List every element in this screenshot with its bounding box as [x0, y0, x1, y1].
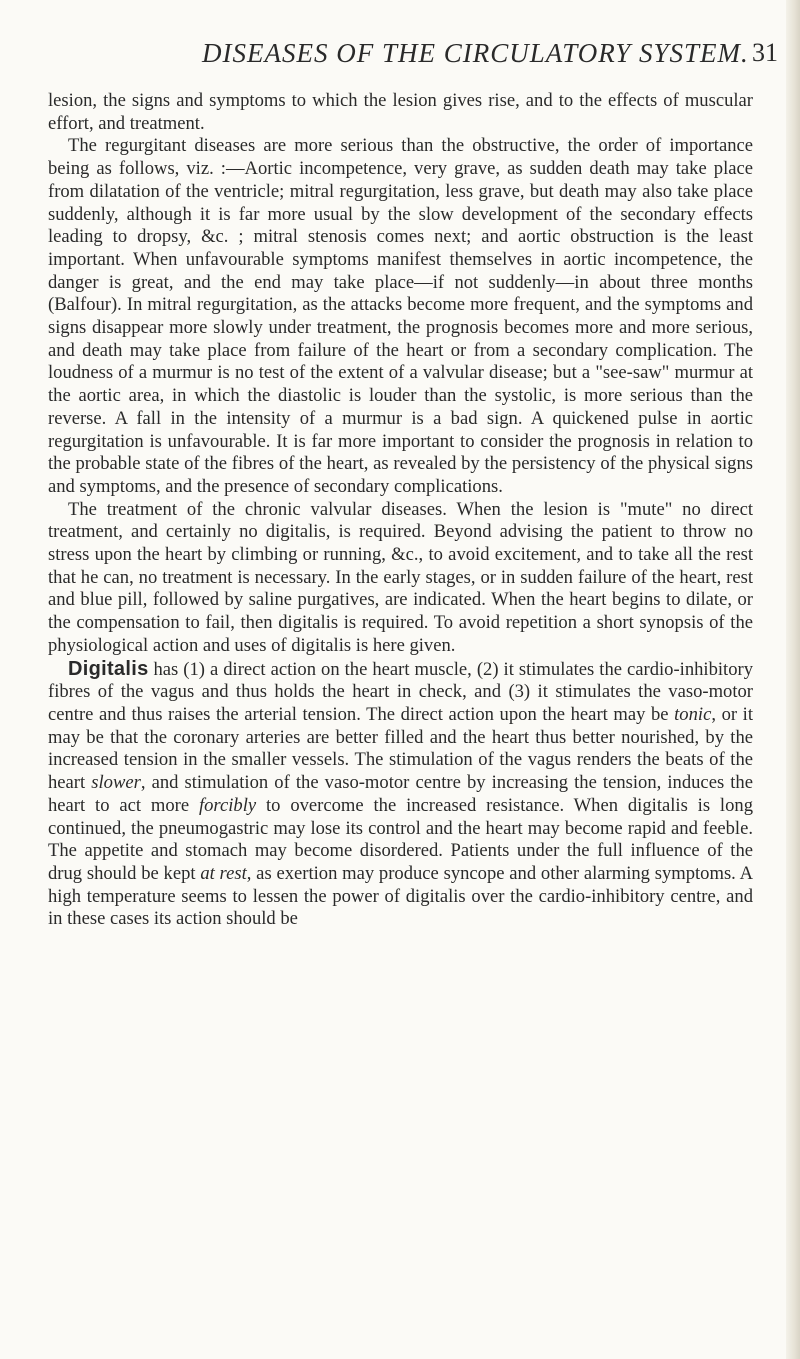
italic-forcibly: forcibly	[198, 794, 257, 816]
digitalis-heading: Digitalis	[68, 657, 149, 680]
body-text	[48, 90, 753, 931]
paragraph-digitalis	[48, 658, 753, 931]
digitalis-text-1: has (1) a direct action on the heart muscle, (2) it stimulates the cardio-inhibitory fibres of the vagus and thus holds the heart in check, and (3) it stimulates the vaso-motor centre and thus raises the arterial tension. The direct action upon the heart may be	[48, 658, 753, 725]
paragraph-lesion-continuation: lesion, the signs and symptoms to which the lesion gives rise, and to the effects of muscular effort, and treatment.	[48, 90, 753, 134]
digitalis-text-4: to overcome the increased resistance. When digitalis is long continued, the pneumogastric may lose its control and the heart may become rapid and feeble. The appetite and stomach may become disordered. Patients under the full influence of the drug should be kept	[48, 794, 753, 884]
page-number: 31	[752, 38, 778, 67]
italic-tonic: tonic	[674, 703, 712, 725]
digitalis-text-2: , or it may be that the coronary arteries are better filled and the heart thus better nourished, by the increased tension in the smaller vessels. The stimulation of the vagus renders the beats of the heart	[48, 703, 753, 794]
italic-slower: slower	[91, 772, 141, 794]
digitalis-text-3: , and stimulation of the vaso-motor centre by increasing the tension, induces the heart to act more	[48, 772, 753, 816]
italic-at-rest: at rest	[200, 862, 247, 884]
paragraph-treatment: The treatment of the chronic valvular diseases. When the lesion is "mute" no direct treatment, and certainly no digitalis, is required. Beyond advising the patient to throw no stress upon the heart by climbing or running, &c., to avoid excitement, and to take all the rest that he can, no treatment is necessary. In the early stages, or in sudden failure of the heart, rest and blue pill, followed by saline purgatives, are indicated. When the heart begins to dilate, or the compensation to fail, then digitalis is required. To avoid repetition a short synopsis of the physiological action and uses of digitalis is here given.	[48, 498, 753, 656]
page-header	[202, 38, 778, 86]
digitalis-text-5: , as exertion may produce syncope and other alarming symptoms. A high temperature seems to lessen the power of digitalis over the cardio-inhibitory centre, and in these cases its action should be	[48, 862, 754, 930]
running-head: DISEASES OF THE CIRCULATORY SYSTEM.	[202, 38, 749, 68]
page-edge-shadow	[786, 0, 800, 1359]
paragraph-prognosis: The regurgitant diseases are more serious than the obstructive, the order of importance being as follows, viz. :—Aortic incompetence, very grave, as sudden death may take place from dilatation of the ventricle; mitral regurgitation, less grave, but death may also take place suddenly, although it is far more usual by the slow development of the secondary effects leading to dropsy, &c. ; mitral stenosis comes next; and aortic obstruction is the least important. When unfavourable symptoms manifest themselves in aortic incompetence, the danger is great, and the end may take place—if not suddenly—in about three months (Balfour). In mitral regurgitation, as the attacks become more frequent, and the symptoms and signs disappear more slowly under treatment, the prognosis becomes more and more serious, and death may take place from failure of the heart or from a secondary complication. The loudness of a murmur is no test of the extent of a valvular disease; but a "see-saw" murmur at the aortic area, in which the diastolic is louder than the systolic, is more serious than the reverse. A fall in the intensity of a murmur is a bad sign. A quickened pulse in aortic regurgitation is unfavourable. It is far more important to consider the prognosis in relation to the probable state of the fibres of the heart, as revealed by the persistency of the physical signs and symptoms, and the presence of secondary complications.	[48, 135, 753, 497]
